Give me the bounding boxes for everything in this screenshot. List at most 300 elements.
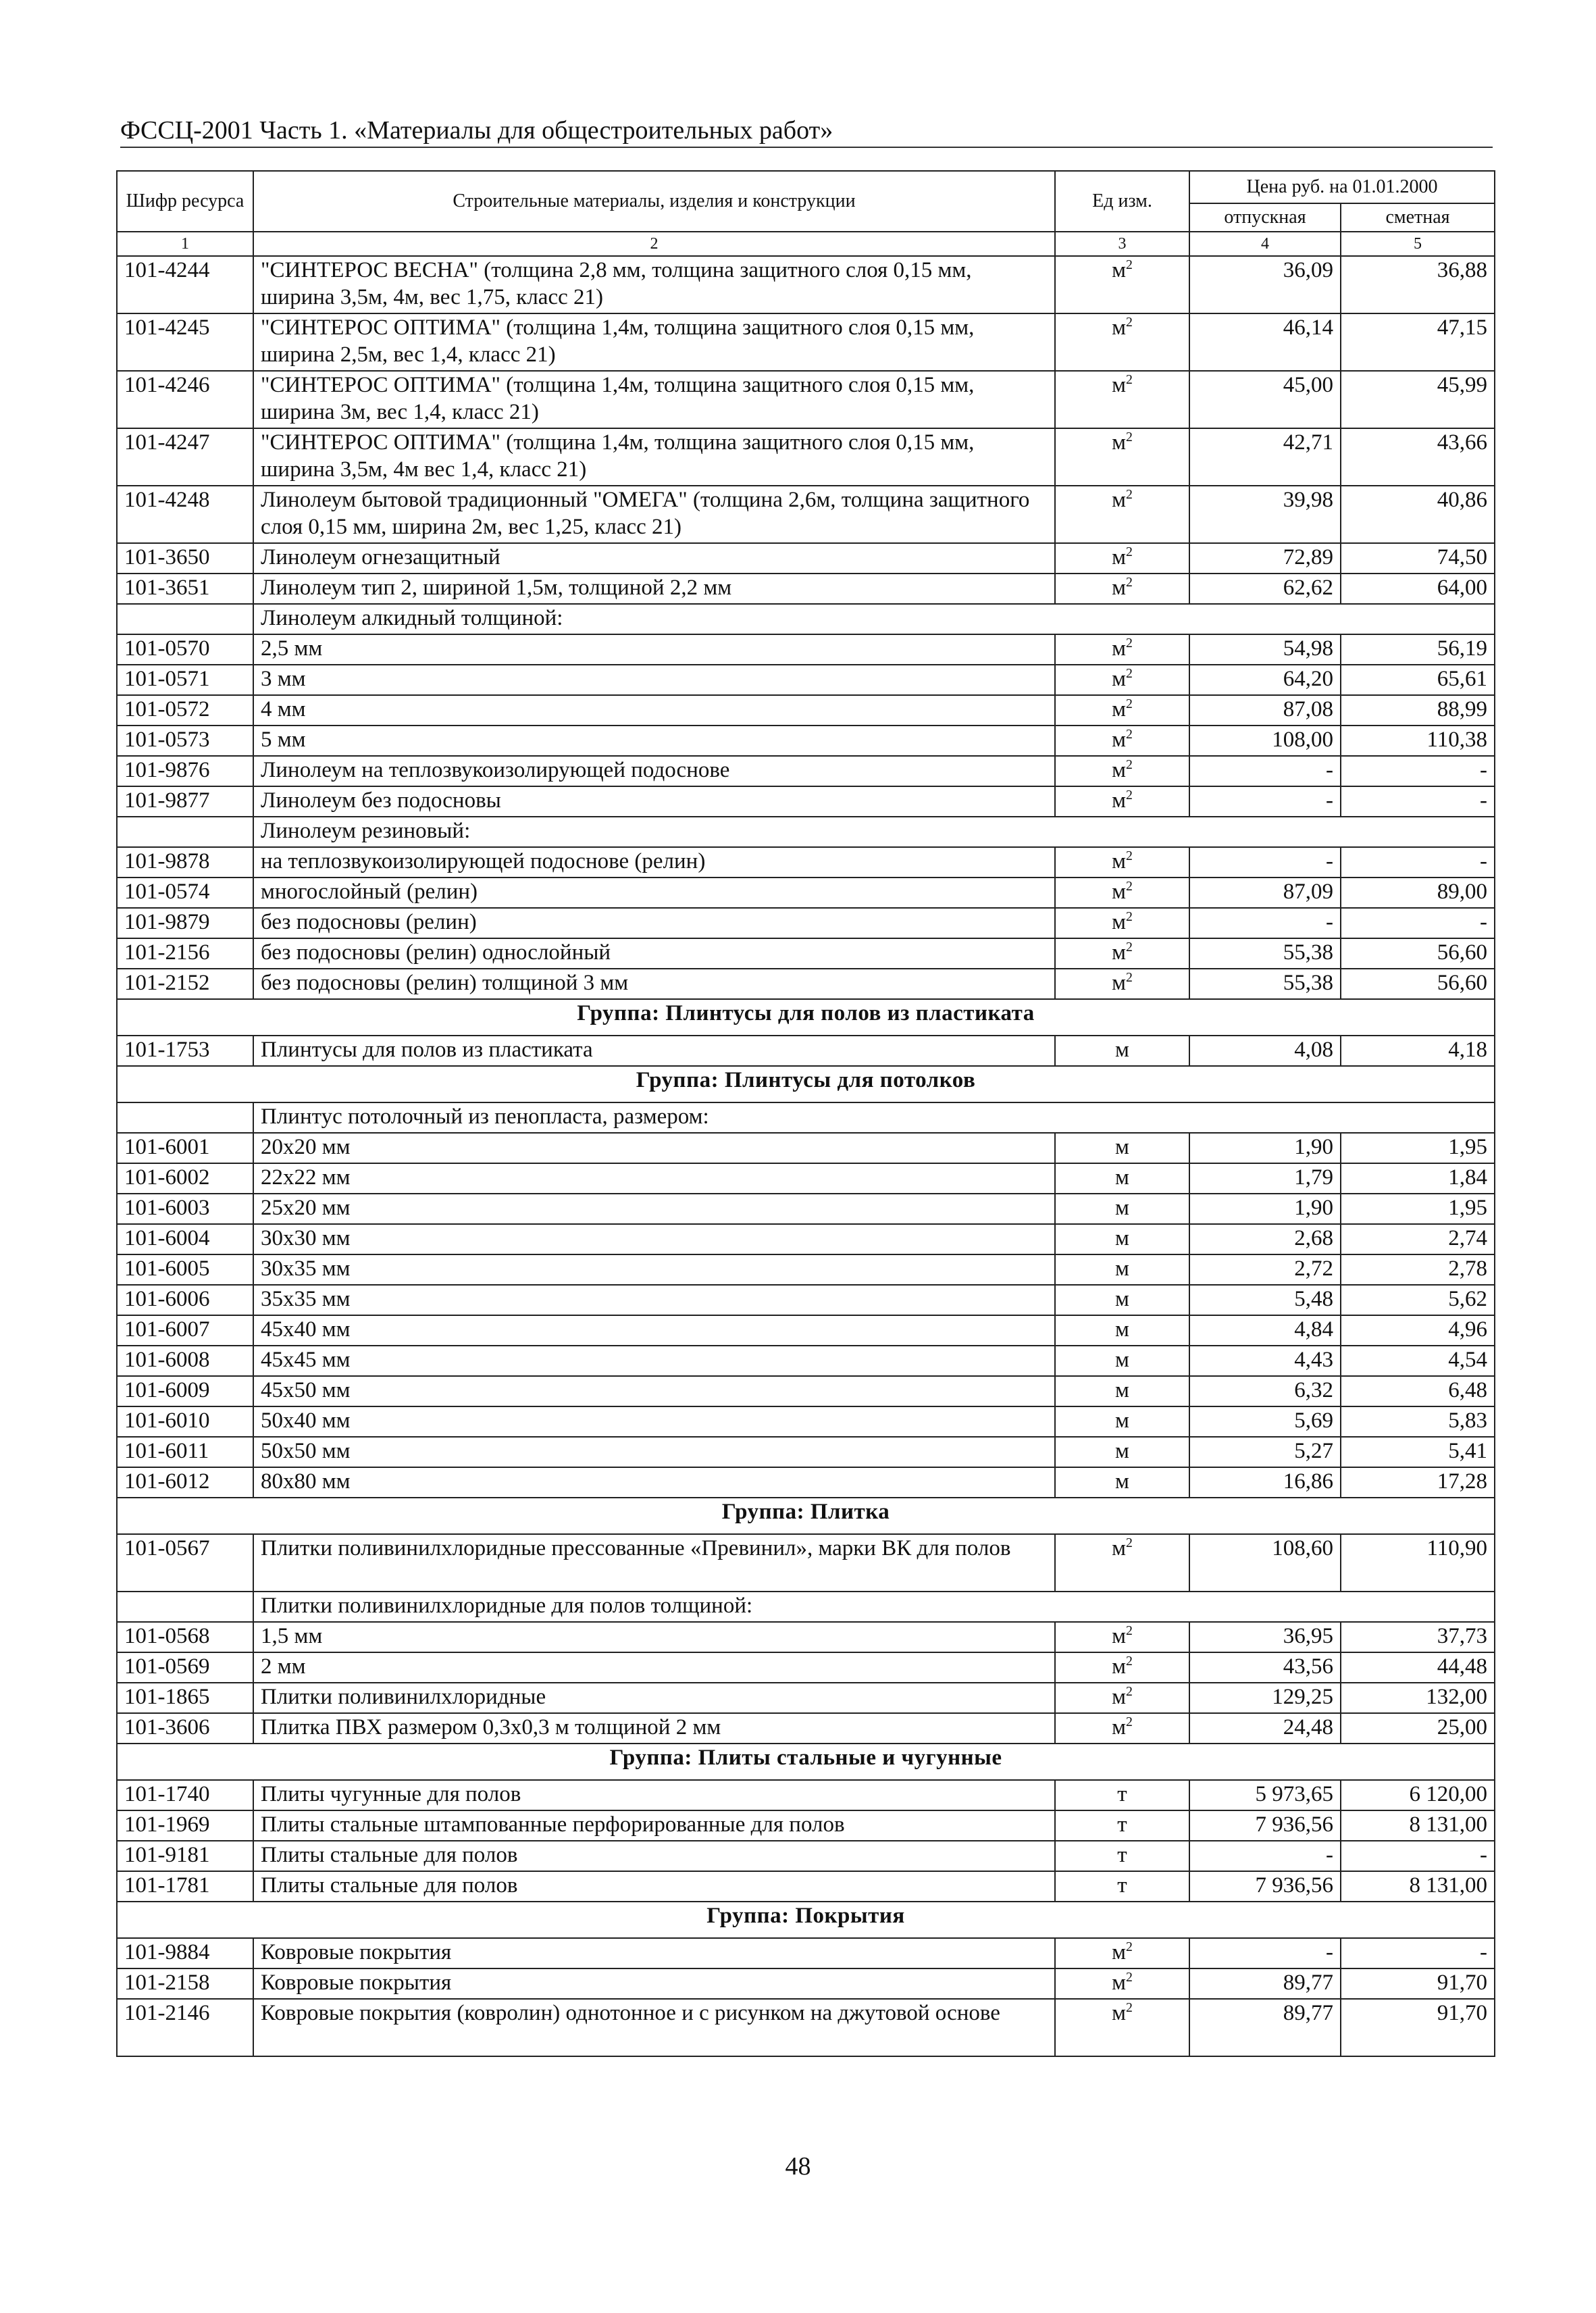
group-row: [117, 999, 1495, 1036]
unit-text: м: [1115, 1378, 1129, 1402]
subheading-row: [117, 1102, 1495, 1133]
release-price-cell: 1,90: [1189, 1133, 1341, 1163]
group-title: Группа: Плиты стальные и чугунные: [117, 1744, 1495, 1780]
release-price-cell: 87,08: [1189, 695, 1341, 726]
code-cell: 101-2158: [117, 1968, 253, 1999]
release-price-cell: -: [1189, 1938, 1341, 1968]
estimate-price-cell: 4,18: [1341, 1036, 1495, 1066]
header-unit: Ед изм.: [1055, 171, 1189, 232]
code-cell: 101-6009: [117, 1376, 253, 1406]
unit-text: м: [1112, 880, 1126, 904]
table-row: [117, 1315, 1495, 1346]
table-row: [117, 256, 1495, 313]
description-cell: "СИНТЕРОС ОПТИМА" (толщина 1,4м, толщина защитного слоя 0,15 мм, ширина 3м, вес 1,4, класс 21): [253, 371, 1055, 428]
release-price-cell: 16,86: [1189, 1467, 1341, 1498]
code-cell: 101-0568: [117, 1622, 253, 1652]
release-price-cell: 89,77: [1189, 1968, 1341, 1999]
unit-text: м: [1115, 1226, 1129, 1250]
table-row: [117, 1133, 1495, 1163]
description-cell: Ковровые покрытия (ковролин) однотонное и с рисунком на джутовой основе: [253, 1999, 1055, 2056]
release-price-cell: 108,60: [1189, 1534, 1341, 1592]
description-cell: "СИНТЕРОС ОПТИМА" (толщина 1,4м, толщина защитного слоя 0,15 мм, ширина 2,5м, вес 1,4, класс 21): [253, 313, 1055, 371]
subheading-text: Линолеум алкидный толщиной:: [253, 604, 1495, 634]
code-cell: 101-0574: [117, 878, 253, 908]
estimate-price-cell: 8 131,00: [1341, 1810, 1495, 1841]
group-title: Группа: Плитка: [117, 1498, 1495, 1534]
unit-text: м: [1112, 971, 1126, 995]
unit-exponent: 2: [1126, 1970, 1133, 1985]
table-row: [117, 1036, 1495, 1066]
unit-text: м: [1115, 1135, 1129, 1159]
unit-cell: [1055, 969, 1189, 999]
table-row: [117, 1406, 1495, 1437]
unit-exponent: 2: [1126, 909, 1133, 924]
unit-cell: [1055, 756, 1189, 786]
description-cell: Плинтусы для полов из пластиката: [253, 1036, 1055, 1066]
unit-exponent: 2: [1126, 666, 1133, 681]
estimate-price-cell: 37,73: [1341, 1622, 1495, 1652]
table-row: [117, 428, 1495, 486]
table-row: [117, 1534, 1495, 1592]
release-price-cell: 43,56: [1189, 1652, 1341, 1683]
unit-exponent: 2: [1126, 848, 1133, 863]
code-cell: 101-4245: [117, 313, 253, 371]
release-price-cell: 108,00: [1189, 726, 1341, 756]
release-price-cell: 46,14: [1189, 313, 1341, 371]
code-cell: [117, 604, 253, 634]
header-code: Шифр ресурса: [117, 171, 253, 232]
unit-exponent: 2: [1126, 636, 1133, 651]
code-cell: [117, 1102, 253, 1133]
description-cell: Плитка ПВХ размером 0,3х0,3 м толщиной 2 мм: [253, 1713, 1055, 1744]
unit-exponent: 2: [1126, 1939, 1133, 1954]
unit-exponent: 2: [1126, 487, 1133, 502]
code-cell: 101-1865: [117, 1683, 253, 1713]
unit-cell: [1055, 847, 1189, 878]
unit-text: м: [1112, 488, 1126, 512]
estimate-price-cell: 91,70: [1341, 1999, 1495, 2056]
description-cell: Линолеум без подосновы: [253, 786, 1055, 817]
estimate-price-cell: 2,78: [1341, 1254, 1495, 1285]
unit-text: м: [1115, 1196, 1129, 1220]
estimate-price-cell: 6 120,00: [1341, 1780, 1495, 1810]
unit-text: т: [1117, 1873, 1127, 1898]
table-row: [117, 486, 1495, 543]
code-cell: 101-6001: [117, 1133, 253, 1163]
description-cell: 80х80 мм: [253, 1467, 1055, 1498]
group-row: [117, 1498, 1495, 1534]
description-cell: Линолеум бытовой традиционный "ОМЕГА" (толщина 2,6м, толщина защитного слоя 0,15 мм, ширина 2м, вес 1,25, класс 21): [253, 486, 1055, 543]
release-price-cell: 5,69: [1189, 1406, 1341, 1437]
description-cell: Линолеум тип 2, шириной 1,5м, толщиной 2,2 мм: [253, 574, 1055, 604]
group-row: [117, 1066, 1495, 1102]
unit-text: м: [1112, 576, 1126, 600]
estimate-price-cell: 6,48: [1341, 1376, 1495, 1406]
table-row: [117, 878, 1495, 908]
unit-exponent: 2: [1126, 2000, 1133, 2015]
estimate-price-cell: 74,50: [1341, 543, 1495, 574]
code-cell: 101-4248: [117, 486, 253, 543]
unit-cell: [1055, 313, 1189, 371]
description-cell: 22х22 мм: [253, 1163, 1055, 1194]
code-cell: 101-6012: [117, 1467, 253, 1498]
unit-cell: [1055, 1968, 1189, 1999]
code-cell: 101-6011: [117, 1437, 253, 1467]
unit-exponent: 2: [1126, 430, 1133, 444]
code-cell: [117, 817, 253, 847]
unit-cell: [1055, 1036, 1189, 1066]
code-cell: 101-6010: [117, 1406, 253, 1437]
table-row: [117, 634, 1495, 665]
unit-text: м: [1112, 2001, 1126, 2025]
group-title: Группа: Плинтусы для потолков: [117, 1066, 1495, 1102]
release-price-cell: 72,89: [1189, 543, 1341, 574]
estimate-price-cell: 89,00: [1341, 878, 1495, 908]
unit-text: м: [1112, 788, 1126, 813]
code-cell: 101-9877: [117, 786, 253, 817]
unit-text: т: [1117, 1843, 1127, 1867]
table-row: [117, 1810, 1495, 1841]
title-rule: [120, 147, 1493, 148]
description-cell: "СИНТЕРОС ОПТИМА" (толщина 1,4м, толщина защитного слоя 0,15 мм, ширина 3,5м, 4м вес 1,4, класс 21): [253, 428, 1055, 486]
description-cell: без подосновы (релин): [253, 908, 1055, 938]
unit-exponent: 2: [1126, 940, 1133, 955]
estimate-price-cell: 132,00: [1341, 1683, 1495, 1713]
release-price-cell: 42,71: [1189, 428, 1341, 486]
unit-cell: [1055, 1315, 1189, 1346]
unit-cell: [1055, 1534, 1189, 1592]
unit-text: м: [1115, 1348, 1129, 1372]
unit-text: м: [1112, 1940, 1126, 1964]
subheading-row: [117, 1592, 1495, 1622]
description-cell: многослойный (релин): [253, 878, 1055, 908]
subheading-row: [117, 817, 1495, 847]
estimate-price-cell: 56,60: [1341, 969, 1495, 999]
description-cell: 35х35 мм: [253, 1285, 1055, 1315]
table-body: [117, 256, 1495, 2056]
table-row: [117, 1437, 1495, 1467]
description-cell: Линолеум на теплозвукоизолирующей подоснове: [253, 756, 1055, 786]
estimate-price-cell: 44,48: [1341, 1652, 1495, 1683]
code-cell: 101-3606: [117, 1713, 253, 1744]
table-row: [117, 1254, 1495, 1285]
release-price-cell: 4,84: [1189, 1315, 1341, 1346]
estimate-price-cell: 56,60: [1341, 938, 1495, 969]
description-cell: Плиты чугунные для полов: [253, 1780, 1055, 1810]
unit-cell: [1055, 1376, 1189, 1406]
release-price-cell: 36,09: [1189, 256, 1341, 313]
unit-text: м: [1112, 373, 1126, 397]
code-cell: 101-6004: [117, 1224, 253, 1254]
release-price-cell: 5,27: [1189, 1437, 1341, 1467]
code-cell: 101-0570: [117, 634, 253, 665]
unit-exponent: 2: [1126, 1654, 1133, 1669]
description-cell: 50х50 мм: [253, 1437, 1055, 1467]
unit-text: м: [1115, 1256, 1129, 1281]
unit-cell: [1055, 1406, 1189, 1437]
estimate-price-cell: 1,95: [1341, 1194, 1495, 1224]
unit-cell: [1055, 786, 1189, 817]
code-cell: 101-1753: [117, 1036, 253, 1066]
unit-exponent: 2: [1126, 315, 1133, 330]
estimate-price-cell: -: [1341, 1938, 1495, 1968]
unit-exponent: 2: [1126, 1714, 1133, 1729]
estimate-price-cell: 8 131,00: [1341, 1871, 1495, 1902]
table-row: [117, 1285, 1495, 1315]
unit-cell: [1055, 1871, 1189, 1902]
code-cell: 101-4244: [117, 256, 253, 313]
unit-text: м: [1112, 910, 1126, 934]
description-cell: Линолеум огнезащитный: [253, 543, 1055, 574]
code-cell: 101-4246: [117, 371, 253, 428]
column-number: 1: [117, 232, 253, 256]
unit-text: м: [1115, 1038, 1129, 1062]
estimate-price-cell: 5,62: [1341, 1285, 1495, 1315]
table-row: [117, 1683, 1495, 1713]
unit-text: м: [1112, 1536, 1126, 1560]
description-cell: 30х35 мм: [253, 1254, 1055, 1285]
unit-cell: [1055, 574, 1189, 604]
table-row: [117, 938, 1495, 969]
estimate-price-cell: 36,88: [1341, 256, 1495, 313]
table-row: [117, 1652, 1495, 1683]
estimate-price-cell: 4,96: [1341, 1315, 1495, 1346]
release-price-cell: 2,72: [1189, 1254, 1341, 1285]
release-price-cell: 55,38: [1189, 938, 1341, 969]
code-cell: 101-6003: [117, 1194, 253, 1224]
estimate-price-cell: 110,38: [1341, 726, 1495, 756]
estimate-price-cell: 25,00: [1341, 1713, 1495, 1744]
table-row: [117, 1999, 1495, 2056]
description-cell: на теплозвукоизолирующей подоснове (релин): [253, 847, 1055, 878]
estimate-price-cell: 1,84: [1341, 1163, 1495, 1194]
description-cell: Плитки поливинилхлоридные прессованные «Превинил», марки ВК для полов: [253, 1534, 1055, 1592]
release-price-cell: 1,90: [1189, 1194, 1341, 1224]
description-cell: 1,5 мм: [253, 1622, 1055, 1652]
code-cell: 101-1781: [117, 1871, 253, 1902]
release-price-cell: 5 973,65: [1189, 1780, 1341, 1810]
estimate-price-cell: 17,28: [1341, 1467, 1495, 1498]
description-cell: 5 мм: [253, 726, 1055, 756]
code-cell: 101-6007: [117, 1315, 253, 1346]
code-cell: 101-9878: [117, 847, 253, 878]
release-price-cell: -: [1189, 847, 1341, 878]
unit-cell: [1055, 938, 1189, 969]
table-row: [117, 1871, 1495, 1902]
estimate-price-cell: -: [1341, 756, 1495, 786]
description-cell: 30х30 мм: [253, 1224, 1055, 1254]
unit-text: м: [1112, 1685, 1126, 1709]
table-row: [117, 786, 1495, 817]
table-row: [117, 1346, 1495, 1376]
unit-exponent: 2: [1126, 544, 1133, 559]
description-cell: 20х20 мм: [253, 1133, 1055, 1163]
unit-text: м: [1112, 545, 1126, 569]
table-row: [117, 1467, 1495, 1498]
unit-exponent: 2: [1126, 757, 1133, 772]
code-cell: 101-3651: [117, 574, 253, 604]
estimate-price-cell: -: [1341, 1841, 1495, 1871]
code-cell: 101-6006: [117, 1285, 253, 1315]
header-estimate-price: сметная: [1341, 203, 1495, 232]
code-cell: 101-1740: [117, 1780, 253, 1810]
table-row: [117, 1713, 1495, 1744]
estimate-price-cell: 47,15: [1341, 313, 1495, 371]
unit-exponent: 2: [1126, 879, 1133, 894]
unit-exponent: 2: [1126, 696, 1133, 711]
description-cell: Плиты стальные для полов: [253, 1841, 1055, 1871]
table-row: [117, 847, 1495, 878]
unit-exponent: 2: [1126, 970, 1133, 985]
unit-cell: [1055, 1346, 1189, 1376]
estimate-price-cell: -: [1341, 908, 1495, 938]
unit-text: м: [1112, 940, 1126, 965]
unit-cell: [1055, 1254, 1189, 1285]
unit-text: м: [1112, 728, 1126, 752]
unit-text: м: [1115, 1439, 1129, 1463]
unit-text: м: [1112, 315, 1126, 340]
unit-text: м: [1112, 1971, 1126, 1995]
description-cell: без подосновы (релин) однослойный: [253, 938, 1055, 969]
unit-exponent: 2: [1126, 372, 1133, 387]
unit-cell: [1055, 1285, 1189, 1315]
description-cell: 50х40 мм: [253, 1406, 1055, 1437]
unit-cell: [1055, 1224, 1189, 1254]
code-cell: 101-9181: [117, 1841, 253, 1871]
code-cell: 101-6002: [117, 1163, 253, 1194]
estimate-price-cell: 45,99: [1341, 371, 1495, 428]
code-cell: 101-0571: [117, 665, 253, 695]
unit-cell: [1055, 1841, 1189, 1871]
description-cell: Плиты стальные для полов: [253, 1871, 1055, 1902]
price-table: [116, 170, 1495, 2057]
code-cell: 101-0567: [117, 1534, 253, 1592]
unit-cell: [1055, 878, 1189, 908]
description-cell: Плиты стальные штампованные перфорированные для полов: [253, 1810, 1055, 1841]
description-cell: 4 мм: [253, 695, 1055, 726]
estimate-price-cell: 5,83: [1341, 1406, 1495, 1437]
unit-text: м: [1112, 697, 1126, 721]
table-row: [117, 1163, 1495, 1194]
estimate-price-cell: 88,99: [1341, 695, 1495, 726]
unit-cell: [1055, 1163, 1189, 1194]
unit-text: м: [1112, 258, 1126, 282]
code-cell: 101-4247: [117, 428, 253, 486]
unit-cell: [1055, 1467, 1189, 1498]
unit-cell: [1055, 1810, 1189, 1841]
release-price-cell: 64,20: [1189, 665, 1341, 695]
release-price-cell: 4,43: [1189, 1346, 1341, 1376]
estimate-price-cell: 43,66: [1341, 428, 1495, 486]
column-number: 2: [253, 232, 1055, 256]
table-row: [117, 969, 1495, 999]
description-cell: 3 мм: [253, 665, 1055, 695]
unit-text: м: [1115, 1317, 1129, 1342]
release-price-cell: 1,79: [1189, 1163, 1341, 1194]
unit-text: м: [1112, 1654, 1126, 1679]
estimate-price-cell: -: [1341, 847, 1495, 878]
code-cell: 101-9876: [117, 756, 253, 786]
estimate-price-cell: 65,61: [1341, 665, 1495, 695]
header-release-price: отпускная: [1189, 203, 1341, 232]
table-row: [117, 695, 1495, 726]
unit-cell: [1055, 543, 1189, 574]
unit-exponent: 2: [1126, 1535, 1133, 1550]
release-price-cell: -: [1189, 786, 1341, 817]
table-row: [117, 1194, 1495, 1224]
estimate-price-cell: -: [1341, 786, 1495, 817]
estimate-price-cell: 4,54: [1341, 1346, 1495, 1376]
unit-text: м: [1112, 636, 1126, 661]
release-price-cell: 36,95: [1189, 1622, 1341, 1652]
code-cell: 101-6008: [117, 1346, 253, 1376]
group-title: Группа: Плинтусы для полов из пластиката: [117, 999, 1495, 1036]
description-cell: Ковровые покрытия: [253, 1968, 1055, 1999]
table-row: [117, 1622, 1495, 1652]
release-price-cell: 87,09: [1189, 878, 1341, 908]
unit-text: т: [1117, 1812, 1127, 1837]
table-row: [117, 1224, 1495, 1254]
description-cell: без подосновы (релин) толщиной 3 мм: [253, 969, 1055, 999]
unit-text: м: [1112, 849, 1126, 873]
table-row: [117, 313, 1495, 371]
release-price-cell: 2,68: [1189, 1224, 1341, 1254]
release-price-cell: 7 936,56: [1189, 1810, 1341, 1841]
column-number: 5: [1341, 232, 1495, 256]
unit-text: м: [1112, 1624, 1126, 1648]
unit-cell: [1055, 665, 1189, 695]
table-row: [117, 371, 1495, 428]
description-cell: Плитки поливинилхлоридные: [253, 1683, 1055, 1713]
document-title: ФССЦ-2001 Часть 1. «Материалы для общестроительных работ»: [120, 116, 833, 145]
unit-cell: [1055, 1437, 1189, 1467]
code-cell: 101-0572: [117, 695, 253, 726]
description-cell: Ковровые покрытия: [253, 1938, 1055, 1968]
release-price-cell: 24,48: [1189, 1713, 1341, 1744]
release-price-cell: -: [1189, 908, 1341, 938]
code-cell: 101-6005: [117, 1254, 253, 1285]
unit-text: м: [1112, 667, 1126, 691]
release-price-cell: 89,77: [1189, 1999, 1341, 2056]
unit-cell: [1055, 1652, 1189, 1683]
release-price-cell: -: [1189, 756, 1341, 786]
subheading-text: Линолеум резиновый:: [253, 817, 1495, 847]
code-cell: 101-0569: [117, 1652, 253, 1683]
estimate-price-cell: 5,41: [1341, 1437, 1495, 1467]
description-cell: 2,5 мм: [253, 634, 1055, 665]
release-price-cell: 4,08: [1189, 1036, 1341, 1066]
description-cell: 25х20 мм: [253, 1194, 1055, 1224]
unit-cell: [1055, 486, 1189, 543]
unit-cell: [1055, 1683, 1189, 1713]
subheading-row: [117, 604, 1495, 634]
code-cell: 101-2152: [117, 969, 253, 999]
code-cell: 101-9884: [117, 1938, 253, 1968]
table-row: [117, 908, 1495, 938]
release-price-cell: 7 936,56: [1189, 1871, 1341, 1902]
table-row: [117, 1968, 1495, 1999]
estimate-price-cell: 110,90: [1341, 1534, 1495, 1592]
unit-exponent: 2: [1126, 575, 1133, 590]
description-cell: 2 мм: [253, 1652, 1055, 1683]
group-row: [117, 1744, 1495, 1780]
page-number: 48: [785, 2152, 811, 2181]
release-price-cell: 39,98: [1189, 486, 1341, 543]
release-price-cell: 6,32: [1189, 1376, 1341, 1406]
unit-cell: [1055, 371, 1189, 428]
code-cell: 101-0573: [117, 726, 253, 756]
release-price-cell: 55,38: [1189, 969, 1341, 999]
